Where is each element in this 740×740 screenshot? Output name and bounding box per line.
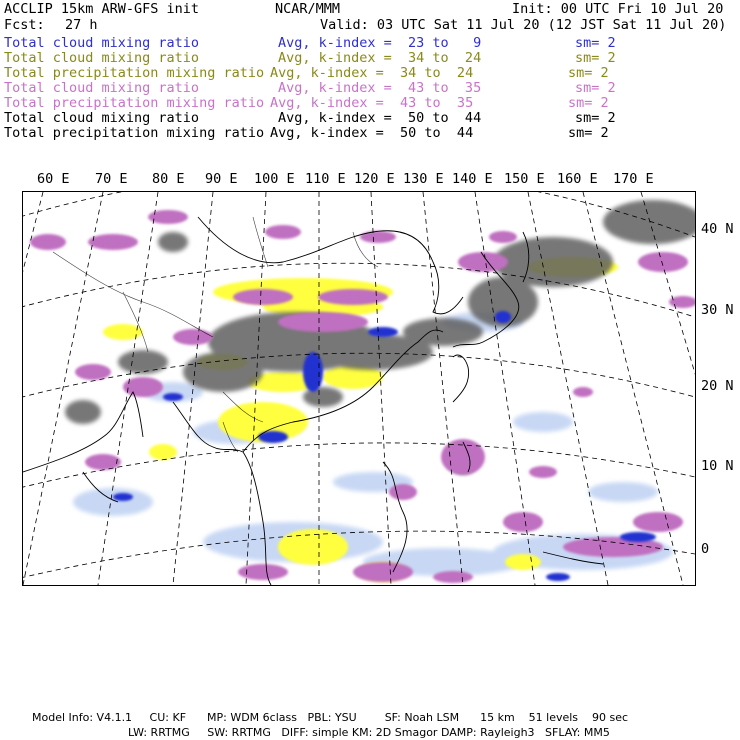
- center-label: NCAR/MMM: [275, 1, 341, 17]
- legend-sm: sm= 2: [568, 95, 609, 111]
- map-panel: [22, 191, 696, 586]
- legend-sm: sm= 2: [575, 110, 616, 126]
- legend-name: Total cloud mixing ratio: [4, 50, 200, 66]
- legend-name: Total cloud mixing ratio: [4, 110, 200, 126]
- map-canvas: [23, 192, 695, 585]
- legend-sm: sm= 2: [575, 50, 616, 66]
- lon-label: 100 E: [254, 171, 295, 187]
- lon-label: 120 E: [354, 171, 395, 187]
- lat-label: 40 N: [701, 221, 734, 237]
- lat-label: 10 N: [701, 458, 734, 474]
- lon-label: 60 E: [37, 171, 70, 187]
- legend-name: Total precipitation mixing ratio: [4, 95, 265, 111]
- legend-sm: sm= 2: [575, 80, 616, 96]
- legend-name: Total precipitation mixing ratio: [4, 125, 265, 141]
- legend-name: Total cloud mixing ratio: [4, 35, 200, 51]
- lat-label: 30 N: [701, 302, 734, 318]
- valid-time: Valid: 03 UTC Sat 11 Jul 20 (12 JST Sat 11 Jul 20): [320, 17, 727, 33]
- lon-label: 170 E: [613, 171, 654, 187]
- legend-range: Avg, k-index = 43 to 35: [278, 80, 482, 96]
- forecast-label: Fcst:: [4, 17, 45, 33]
- lon-label: 110 E: [305, 171, 346, 187]
- legend-sm: sm= 2: [568, 125, 609, 141]
- lon-label: 80 E: [152, 171, 185, 187]
- forecast-hour: 27 h: [65, 17, 98, 33]
- legend-sm: sm= 2: [568, 65, 609, 81]
- lon-label: 130 E: [403, 171, 444, 187]
- legend-range: Avg, k-index = 23 to 9: [278, 35, 482, 51]
- lon-label: 150 E: [504, 171, 545, 187]
- lon-label: 70 E: [95, 171, 128, 187]
- legend-name: Total cloud mixing ratio: [4, 80, 200, 96]
- lon-label: 160 E: [557, 171, 598, 187]
- lon-label: 90 E: [205, 171, 238, 187]
- legend-range: Avg, k-index = 50 to 44: [278, 110, 482, 126]
- lat-label: 0: [701, 541, 710, 557]
- footer-model-info: Model Info: V4.1.1 CU: KF MP: WDM 6class PBL: YSU SF: Noah LSM 15 km 51 levels 90 sec: [32, 711, 629, 724]
- legend-range: Avg, k-index = 43 to 35: [270, 95, 474, 111]
- legend-range: Avg, k-index = 50 to 44: [270, 125, 474, 141]
- legend-range: Avg, k-index = 34 to 24: [270, 65, 474, 81]
- init-time: Init: 00 UTC Fri 10 Jul 20: [512, 1, 724, 17]
- lat-label: 20 N: [701, 378, 734, 394]
- legend-range: Avg, k-index = 34 to 24: [278, 50, 482, 66]
- legend-sm: sm= 2: [575, 35, 616, 51]
- legend-name: Total precipitation mixing ratio: [4, 65, 265, 81]
- footer-physics-info: LW: RRTMG SW: RRTMG DIFF: simple KM: 2D Smagor DAMP: Rayleigh3 SFLAY: MM5: [128, 726, 610, 739]
- plot-title: ACCLIP 15km ARW-GFS init: [4, 1, 200, 17]
- lon-label: 140 E: [452, 171, 493, 187]
